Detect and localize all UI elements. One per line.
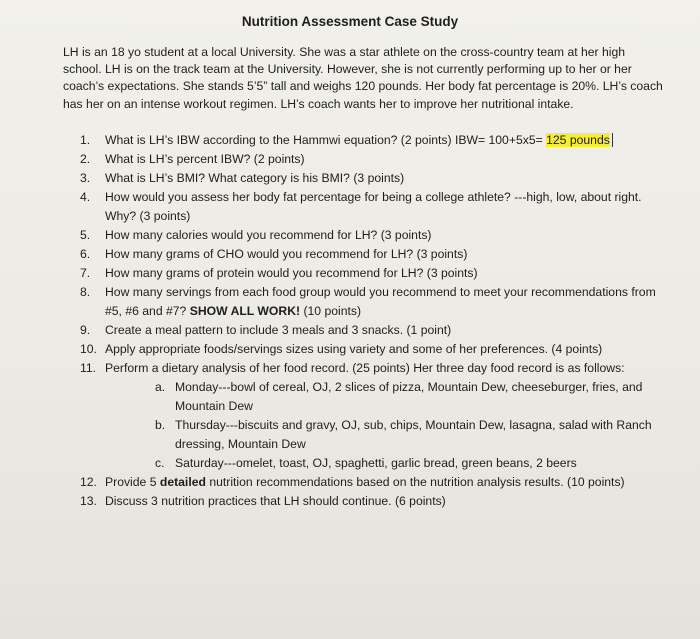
food-record-letter: a. (155, 380, 166, 394)
food-record-item (105, 454, 660, 473)
question-text: How many calories would you recommend for LH? (3 points) (105, 228, 432, 242)
question-item (80, 150, 660, 169)
question-text: How many grams of CHO would you recommend for LH? (3 points) (105, 247, 468, 261)
question-number: 3. (80, 171, 91, 185)
question-text: How many grams of protein would you recommend for LH? (3 points) (105, 266, 478, 280)
question-number: 13. (80, 494, 97, 508)
question-text: What is LH’s IBW according to the Hammwi equation? (2 points) IBW= 100+5x5= (105, 133, 547, 147)
question-text: Perform a dietary analysis of her food record. (25 points) Her three day food record is as follows: (105, 361, 625, 375)
case-intro (63, 44, 663, 113)
food-record-text: Saturday---omelet, toast, OJ, spaghetti, garlic bread, green beans, 2 beers (175, 456, 577, 470)
question-item (80, 169, 660, 188)
food-record-letter: b. (155, 418, 166, 432)
question-item (80, 245, 660, 264)
emphasis-text: SHOW ALL WORK! (189, 304, 301, 318)
question-list (80, 131, 660, 511)
question-item (80, 131, 660, 150)
question-item (80, 340, 660, 359)
question-number: 10. (80, 342, 97, 356)
food-record-text: Thursday---biscuits and gravy, OJ, sub, chips, Mountain Dew, lasagna, salad with Ranch dressing, Mountain Dew (175, 418, 652, 451)
question-text: How would you assess her body fat percentage for being a college athlete? ---high, low, about right. Why? (3 points) (105, 190, 642, 223)
emphasis-text: detailed (159, 475, 206, 489)
question-number: 4. (80, 190, 91, 204)
highlighted-answer: 125 pounds (546, 133, 610, 147)
question-item (80, 188, 660, 226)
question-number: 8. (80, 285, 91, 299)
question-number: 12. (80, 475, 97, 489)
question-item (80, 283, 660, 321)
question-number: 1. (80, 133, 91, 147)
question-text: What is LH’s BMI? What category is his BMI? (3 points) (105, 171, 405, 185)
question-text: Provide 5 (105, 475, 160, 489)
food-record-item (105, 378, 660, 416)
question-number: 9. (80, 323, 91, 337)
food-record-list (105, 378, 660, 473)
question-number: 7. (80, 266, 91, 280)
page-title: Nutrition Assessment Case Study (241, 14, 459, 29)
question-item (80, 226, 660, 245)
question-text: Discuss 3 nutrition practices that LH should continue. (6 points) (105, 494, 446, 508)
question-number: 6. (80, 247, 91, 261)
food-record-text: Monday---bowl of cereal, OJ, 2 slices of pizza, Mountain Dew, cheeseburger, fries, and Mountain Dew (175, 380, 643, 413)
question-text: Apply appropriate foods/servings sizes using variety and some of her preferences. (4 points) (105, 342, 603, 356)
intro-paragraph: LH is an 18 yo student at a local University. She was a star athlete on the cross-country team at her high school. LH is on the track team at the University. However, she is not currently performing up to her or her coach’s expectations. She stands 5’5” tall and weighs 120 pounds. Her body fat percentage is 20%. LH’s coach has her on an intense workout regimen. LH’s coach wants her to improve her nutritional intake. (63, 45, 663, 111)
question-text: How many servings from each food group would you recommend to meet your recommendations from #5, #6 and #7? (105, 285, 656, 318)
question-text-after: (10 points) (300, 304, 362, 318)
question-item (80, 321, 660, 340)
question-text-after: nutrition recommendations based on the nutrition analysis results. (10 points) (205, 475, 625, 489)
question-text: Create a meal pattern to include 3 meals and 3 snacks. (1 point) (105, 323, 452, 337)
question-item (80, 473, 660, 492)
food-record-item (105, 416, 660, 454)
text-cursor (612, 133, 613, 147)
question-item (80, 359, 660, 473)
question-item (80, 264, 660, 283)
question-item (80, 492, 660, 511)
question-text: What is LH’s percent IBW? (2 points) (105, 152, 305, 166)
food-record-letter: c. (155, 456, 165, 470)
question-number: 2. (80, 152, 91, 166)
question-number: 5. (80, 228, 91, 242)
question-number: 11. (80, 361, 97, 375)
